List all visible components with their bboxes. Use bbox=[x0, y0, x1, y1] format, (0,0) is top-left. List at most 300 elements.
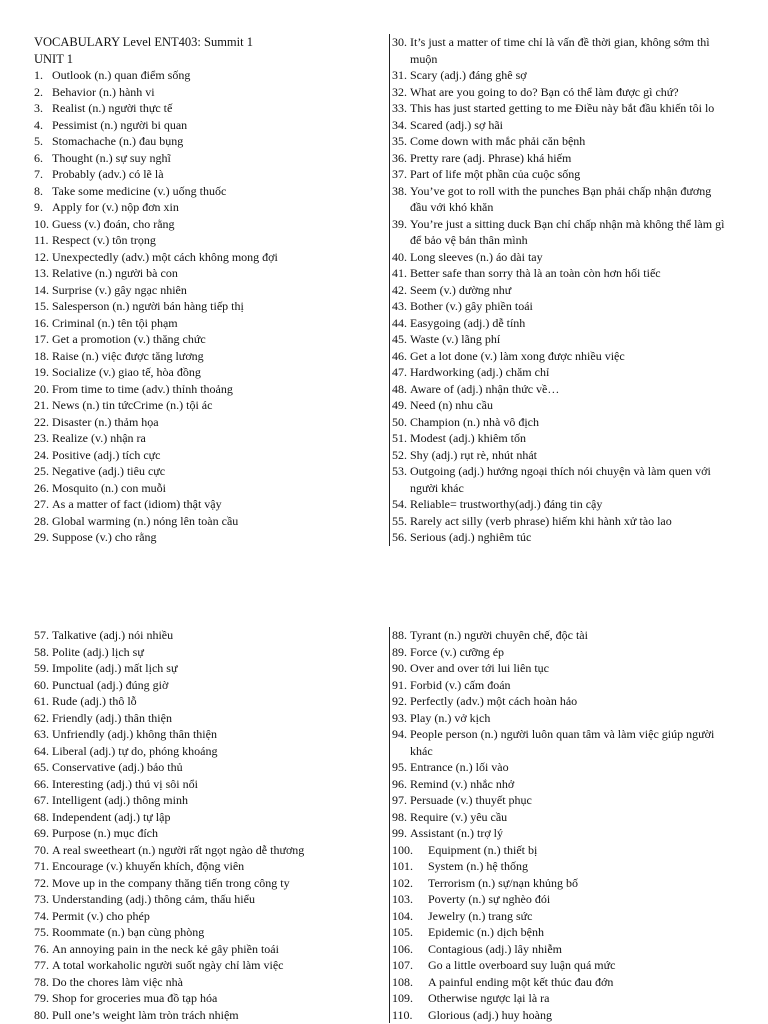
vocab-text: Force (v.) cưỡng ép bbox=[410, 644, 505, 659]
vocab-number: 22. bbox=[34, 414, 49, 429]
vocab-item bbox=[392, 858, 768, 875]
vocab-item bbox=[34, 990, 374, 1007]
right-column-bottom bbox=[389, 627, 768, 1023]
vocab-item bbox=[34, 117, 374, 134]
vocab-number: 12. bbox=[34, 249, 49, 264]
vocab-text: Assistant (n.) trợ lý bbox=[410, 826, 504, 840]
vocab-list-88-110 bbox=[392, 627, 768, 1023]
vocab-number: 56. bbox=[392, 530, 407, 544]
vocab-text: Liberal (adj.) tự do, phóng khoáng bbox=[52, 743, 218, 758]
vocab-number: 27. bbox=[34, 497, 49, 511]
vocab-item bbox=[34, 150, 374, 167]
vocab-item bbox=[34, 627, 374, 644]
vocab-number: 36. bbox=[392, 150, 407, 165]
vocab-number: 65. bbox=[34, 760, 49, 774]
vocab-number: 101. bbox=[392, 859, 413, 873]
vocab-text: Rude (adj.) thô lỗ bbox=[52, 694, 137, 708]
vocab-item bbox=[34, 480, 374, 497]
vocab-number: 42. bbox=[392, 282, 407, 297]
vocab-item bbox=[392, 891, 768, 908]
vocab-number: 53. bbox=[392, 464, 407, 478]
vocab-text: Independent (adj.) tự lập bbox=[52, 809, 171, 824]
vocab-number: 46. bbox=[392, 348, 407, 363]
vocab-item bbox=[34, 315, 374, 332]
vocab-text: Thought (n.) sự suy nghĩ bbox=[52, 150, 171, 165]
vocab-number: 16. bbox=[34, 315, 49, 330]
vocab-number: 1. bbox=[34, 68, 43, 82]
vocab-number: 6. bbox=[34, 150, 43, 165]
vocab-number: 74. bbox=[34, 908, 49, 923]
vocab-item bbox=[392, 67, 768, 84]
vocab-list-30-56 bbox=[392, 34, 768, 546]
vocab-number: 100. bbox=[392, 842, 413, 857]
vocab-item bbox=[392, 381, 768, 398]
vocab-number: 79. bbox=[34, 991, 49, 1005]
vocab-number: 75. bbox=[34, 925, 49, 939]
vocab-text: Long sleeves (n.) áo dài tay bbox=[410, 249, 543, 264]
vocab-text: Permit (v.) cho phép bbox=[52, 908, 150, 923]
vocab-item bbox=[34, 529, 374, 546]
vocab-item bbox=[34, 875, 374, 892]
vocab-text: Bother (v.) gây phiền toái bbox=[410, 299, 533, 313]
vocab-number: 38. bbox=[392, 183, 407, 198]
vocab-text: News (n.) tin tứcCrime (n.) tội ác bbox=[52, 398, 213, 412]
vocab-text: Relative (n.) người bà con bbox=[52, 266, 178, 280]
vocab-number: 106. bbox=[392, 941, 413, 956]
vocab-number: 64. bbox=[34, 743, 49, 758]
vocab-text: Require (v.) yêu cầu bbox=[410, 809, 508, 824]
vocab-item bbox=[34, 776, 374, 793]
vocab-number: 37. bbox=[392, 167, 407, 181]
vocab-number: 2. bbox=[34, 84, 43, 99]
vocab-text: Remind (v.) nhắc nhở bbox=[410, 776, 515, 791]
vocab-item bbox=[34, 644, 374, 661]
vocab-item bbox=[392, 875, 768, 892]
vocab-number: 105. bbox=[392, 925, 413, 939]
vocab-text: Come down with mắc phải căn bệnh bbox=[410, 134, 586, 148]
vocab-number: 50. bbox=[392, 414, 407, 429]
vocab-number: 47. bbox=[392, 365, 407, 379]
vocab-number: 70. bbox=[34, 842, 49, 857]
vocab-item bbox=[392, 100, 768, 117]
vocab-text: Apply for (v.) nộp đơn xin bbox=[52, 200, 179, 214]
vocab-text: Encourage (v.) khuyến khích, động viên bbox=[52, 859, 245, 873]
vocab-item bbox=[34, 183, 374, 200]
vocab-item bbox=[392, 84, 768, 101]
vocab-text: Interesting (adj.) thú vị sôi nổi bbox=[52, 776, 198, 791]
vocab-text: You’re just a sitting duck Bạn chỉ chấp nhận mà không thể làm gì bbox=[410, 216, 725, 231]
vocab-item bbox=[392, 183, 768, 200]
vocab-text: A total workaholic người suốt ngày chỉ làm việc bbox=[52, 958, 284, 972]
vocab-text: Over and over tới lui liên tục bbox=[410, 661, 549, 675]
vocab-item bbox=[392, 397, 768, 414]
vocab-item bbox=[392, 166, 768, 183]
vocab-list-57-80 bbox=[34, 627, 374, 1023]
vocab-item bbox=[34, 693, 374, 710]
vocab-item bbox=[392, 414, 768, 431]
vocab-number: 8. bbox=[34, 183, 43, 198]
vocab-text: Do the chores làm việc nhà bbox=[52, 974, 183, 989]
vocab-item bbox=[392, 463, 768, 480]
vocab-item bbox=[392, 908, 768, 925]
vocab-item bbox=[392, 990, 768, 1007]
vocab-item bbox=[34, 974, 374, 991]
vocab-number: 59. bbox=[34, 661, 49, 675]
vocab-item bbox=[392, 529, 768, 546]
vocab-text: Stomachache (n.) đau bụng bbox=[52, 134, 184, 148]
vocab-number: 44. bbox=[392, 315, 407, 330]
unit-heading: UNIT 1 bbox=[34, 51, 74, 66]
vocab-number: 4. bbox=[34, 117, 43, 132]
vocab-text: Epidemic (n.) dịch bệnh bbox=[428, 925, 544, 939]
vocab-number: 41. bbox=[392, 266, 407, 280]
vocab-text: Punctual (adj.) đúng giờ bbox=[52, 677, 169, 692]
vocab-text: People person (n.) người luôn quan tâm và làm việc giúp người bbox=[410, 727, 715, 741]
vocab-number: 31. bbox=[392, 68, 407, 82]
vocab-item bbox=[34, 858, 374, 875]
vocab-text: Conservative (adj.) bảo thủ bbox=[52, 760, 183, 774]
vocab-item bbox=[392, 249, 768, 266]
vocab-text: A real sweetheart (n.) người rất ngọt ngào dễ thương bbox=[52, 842, 305, 857]
vocab-item bbox=[34, 282, 374, 299]
vocab-number: 20. bbox=[34, 381, 49, 396]
vocab-text: Respect (v.) tôn trọng bbox=[52, 233, 156, 247]
vocab-text: Get a lot done (v.) làm xong được nhiều việc bbox=[410, 348, 625, 363]
vocab-item bbox=[392, 348, 768, 365]
vocab-text: Behavior (n.) hành vi bbox=[52, 84, 155, 99]
vocab-text: Probably (adv.) có lẽ là bbox=[52, 167, 164, 181]
vocab-number: 52. bbox=[392, 447, 407, 462]
vocab-number: 15. bbox=[34, 299, 49, 313]
vocab-text: Waste (v.) lãng phí bbox=[410, 332, 501, 346]
vocab-item bbox=[34, 265, 374, 282]
vocab-number: 23. bbox=[34, 431, 49, 445]
vocab-item bbox=[34, 941, 374, 958]
vocab-item bbox=[34, 842, 374, 859]
vocab-number: 96. bbox=[392, 776, 407, 791]
vocab-item bbox=[34, 726, 374, 743]
vocab-item bbox=[392, 842, 768, 859]
vocab-item bbox=[392, 117, 768, 134]
vocab-item bbox=[34, 331, 374, 348]
vocab-number: 73. bbox=[34, 892, 49, 906]
vocab-text: Reliable= trustworthy(adj.) đáng tin cậy bbox=[410, 497, 603, 511]
vocab-text: Criminal (n.) tên tội phạm bbox=[52, 315, 178, 330]
vocab-number: 10. bbox=[34, 216, 49, 231]
vocab-continuation: khác bbox=[410, 743, 433, 758]
vocab-text: Pretty rare (adj. Phrase) khá hiếm bbox=[410, 150, 572, 165]
vocab-text: Move up in the company thăng tiến trong công ty bbox=[52, 875, 290, 890]
vocab-number: 91. bbox=[392, 677, 407, 692]
vocab-text: Hardworking (adj.) chăm chỉ bbox=[410, 365, 550, 379]
vocab-item bbox=[34, 199, 374, 216]
vocab-text: Raise (n.) việc được tăng lương bbox=[52, 348, 204, 363]
vocab-item bbox=[34, 908, 374, 925]
vocab-item bbox=[392, 677, 768, 694]
vocab-number: 55. bbox=[392, 513, 407, 528]
vocab-text: Roommate (n.) bạn cùng phòng bbox=[52, 925, 205, 939]
vocab-item bbox=[392, 34, 768, 51]
vocab-item bbox=[392, 644, 768, 661]
vocab-item bbox=[34, 743, 374, 760]
vocab-number: 18. bbox=[34, 348, 49, 363]
vocab-number: 92. bbox=[392, 694, 407, 708]
vocab-number: 69. bbox=[34, 826, 49, 840]
vocab-text: Rarely act silly (verb phrase) hiếm khi hành xử tào lao bbox=[410, 513, 672, 528]
vocab-text: Champion (n.) nhà vô địch bbox=[410, 414, 539, 429]
vocab-item bbox=[392, 315, 768, 332]
vocab-text: Take some medicine (v.) uống thuốc bbox=[52, 183, 227, 198]
vocab-item bbox=[392, 216, 768, 233]
vocab-item bbox=[34, 430, 374, 447]
vocab-item bbox=[34, 759, 374, 776]
vocab-text: Need (n) nhu cầu bbox=[410, 398, 493, 412]
vocab-item bbox=[34, 298, 374, 315]
vocab-item bbox=[392, 133, 768, 150]
vocab-number: 14. bbox=[34, 282, 49, 297]
vocab-text: Aware of (adj.) nhận thức về… bbox=[410, 381, 560, 396]
vocab-item bbox=[392, 776, 768, 793]
vocab-text: An annoying pain in the neck kẻ gây phiền toái bbox=[52, 941, 279, 956]
vocab-text: Tyrant (n.) người chuyên chế, độc tài bbox=[410, 628, 588, 642]
vocab-item bbox=[34, 957, 374, 974]
vocab-number: 45. bbox=[392, 332, 407, 346]
vocab-text: Realize (v.) nhận ra bbox=[52, 431, 146, 445]
vocab-text: Polite (adj.) lịch sự bbox=[52, 644, 144, 659]
vocab-item bbox=[392, 726, 768, 743]
vocab-item bbox=[34, 216, 374, 233]
vocab-number: 80. bbox=[34, 1007, 49, 1022]
vocab-text: What are you going to do? Bạn có thể làm được gì chứ? bbox=[410, 84, 679, 99]
vocab-item bbox=[34, 133, 374, 150]
vocab-text: Mosquito (n.) con muỗi bbox=[52, 480, 166, 495]
vocab-number: 107. bbox=[392, 958, 413, 972]
vocab-text: From time to time (adv.) thỉnh thoảng bbox=[52, 381, 233, 396]
vocab-text: Perfectly (adv.) một cách hoàn hảo bbox=[410, 694, 578, 708]
vocab-item bbox=[34, 809, 374, 826]
vocab-number: 39. bbox=[392, 216, 407, 231]
vocab-number: 71. bbox=[34, 859, 49, 873]
vocab-item bbox=[392, 331, 768, 348]
vocab-item bbox=[392, 792, 768, 809]
vocab-number: 29. bbox=[34, 530, 49, 544]
vocab-text: Forbid (v.) cấm đoán bbox=[410, 677, 511, 692]
vocab-number: 17. bbox=[34, 332, 49, 346]
vocab-number: 104. bbox=[392, 908, 413, 923]
vocab-number: 33. bbox=[392, 101, 407, 115]
left-column-bottom bbox=[34, 627, 374, 1023]
vocab-text: Entrance (n.) lối vào bbox=[410, 760, 509, 774]
vocab-item bbox=[392, 941, 768, 958]
vocab-text: Negative (adj.) tiêu cực bbox=[52, 464, 166, 478]
vocab-item bbox=[34, 249, 374, 266]
vocab-item bbox=[392, 974, 768, 991]
vocab-continuation: để bảo vệ bản thân mình bbox=[410, 233, 528, 247]
vocab-item bbox=[392, 364, 768, 381]
vocab-number: 24. bbox=[34, 447, 49, 462]
vocab-item bbox=[392, 265, 768, 282]
vocab-item bbox=[34, 792, 374, 809]
vocab-item bbox=[392, 627, 768, 644]
vocab-text: Part of life một phần của cuộc sống bbox=[410, 167, 581, 181]
vocab-number: 68. bbox=[34, 809, 49, 824]
vocab-number: 63. bbox=[34, 727, 49, 741]
vocab-number: 72. bbox=[34, 875, 49, 890]
vocab-item bbox=[392, 298, 768, 315]
vocab-text: Equipment (n.) thiết bị bbox=[428, 842, 538, 857]
vocab-number: 49. bbox=[392, 398, 407, 412]
vocab-item bbox=[392, 447, 768, 464]
vocab-text: Get a promotion (v.) thăng chức bbox=[52, 332, 206, 346]
vocab-item bbox=[34, 67, 374, 84]
vocab-text: A painful ending một kết thúc đau đớn bbox=[428, 974, 614, 989]
vocab-number: 66. bbox=[34, 776, 49, 791]
vocab-number: 5. bbox=[34, 134, 43, 148]
vocab-number: 67. bbox=[34, 793, 49, 807]
vocab-text: Global warming (n.) nóng lên toàn cầu bbox=[52, 513, 239, 528]
vocab-item bbox=[392, 282, 768, 299]
vocab-number: 77. bbox=[34, 958, 49, 972]
vocab-number: 61. bbox=[34, 694, 49, 708]
vocab-continuation: muộn bbox=[410, 51, 438, 66]
vocab-number: 21. bbox=[34, 398, 49, 412]
vocab-number: 88. bbox=[392, 628, 407, 642]
vocab-number: 7. bbox=[34, 167, 43, 181]
vocab-item bbox=[34, 232, 374, 249]
vocab-number: 32. bbox=[392, 84, 407, 99]
vocab-item bbox=[392, 430, 768, 447]
vocab-number: 108. bbox=[392, 974, 413, 989]
vocab-number: 54. bbox=[392, 497, 407, 511]
vocab-text: Shop for groceries mua đồ tạp hóa bbox=[52, 991, 218, 1005]
vocab-text: Scared (adj.) sợ hãi bbox=[410, 117, 503, 132]
vocab-item bbox=[34, 447, 374, 464]
vocab-text: Easygoing (adj.) dễ tính bbox=[410, 315, 526, 330]
vocab-text: Contagious (adj.) lây nhiễm bbox=[428, 941, 562, 956]
vocab-text: Surprise (v.) gây ngạc nhiên bbox=[52, 282, 187, 297]
vocab-text: System (n.) hệ thống bbox=[428, 859, 528, 873]
vocab-text: Seem (v.) dường như bbox=[410, 282, 512, 297]
vocab-item bbox=[34, 513, 374, 530]
vocab-item bbox=[34, 414, 374, 431]
vocab-text: Shy (adj.) rụt rè, nhút nhát bbox=[410, 447, 537, 462]
vocab-text: Guess (v.) đoán, cho rằng bbox=[52, 216, 175, 231]
vocab-number: 51. bbox=[392, 431, 407, 445]
vocab-number: 89. bbox=[392, 644, 407, 659]
vocab-number: 97. bbox=[392, 793, 407, 807]
vocab-item bbox=[34, 381, 374, 398]
vocab-text: Salesperson (n.) người bán hàng tiếp thị bbox=[52, 299, 244, 313]
vocab-number: 9. bbox=[34, 200, 43, 214]
vocab-text: It’s just a matter of time chỉ là vấn đề thời gian, không sớm thì bbox=[410, 35, 710, 49]
vocab-text: Unfriendly (adj.) không thân thiện bbox=[52, 727, 217, 741]
vocab-number: 110. bbox=[392, 1007, 413, 1022]
vocab-number: 90. bbox=[392, 661, 407, 675]
vocab-item bbox=[34, 1007, 374, 1024]
document-title: VOCABULARY Level ENT403: Summit 1 bbox=[34, 35, 253, 49]
vocab-item bbox=[392, 809, 768, 826]
vocab-item bbox=[34, 710, 374, 727]
vocab-item bbox=[392, 957, 768, 974]
vocab-item bbox=[392, 660, 768, 677]
vocab-item bbox=[392, 150, 768, 167]
vocab-number: 102. bbox=[392, 875, 413, 890]
vocab-number: 98. bbox=[392, 809, 407, 824]
vocab-number: 28. bbox=[34, 513, 49, 528]
vocab-item bbox=[34, 166, 374, 183]
vocab-number: 103. bbox=[392, 892, 413, 906]
vocab-text: Impolite (adj.) mất lịch sự bbox=[52, 661, 178, 675]
vocab-text: Friendly (adj.) thân thiện bbox=[52, 710, 172, 725]
vocab-text: As a matter of fact (idiom) thật vậy bbox=[52, 497, 222, 511]
vocab-number: 26. bbox=[34, 480, 49, 495]
vocab-text: Glorious (adj.) huy hoàng bbox=[428, 1007, 552, 1022]
vocab-text: Understanding (adj.) thông cảm, thấu hiểu bbox=[52, 892, 255, 906]
vocab-item bbox=[34, 677, 374, 694]
vocab-number: 34. bbox=[392, 117, 407, 132]
vocab-text: Socialize (v.) giao tế, hòa đồng bbox=[52, 365, 201, 379]
vocab-text: Pull one’s weight làm tròn trách nhiệm bbox=[52, 1007, 239, 1022]
vocab-number: 19. bbox=[34, 365, 49, 379]
vocab-number: 43. bbox=[392, 299, 407, 313]
vocab-item bbox=[34, 364, 374, 381]
vocab-number: 11. bbox=[34, 233, 49, 247]
vocab-item bbox=[34, 825, 374, 842]
vocab-number: 30. bbox=[392, 35, 407, 49]
vocab-item bbox=[392, 759, 768, 776]
left-column-top bbox=[34, 34, 374, 546]
vocab-text: Jewelry (n.) trang sức bbox=[428, 908, 533, 923]
vocab-text: Realist (n.) người thực tế bbox=[52, 101, 173, 115]
vocab-text: Positive (adj.) tích cực bbox=[52, 447, 161, 462]
vocab-item bbox=[34, 348, 374, 365]
vocab-item bbox=[392, 1007, 768, 1024]
vocab-text: Modest (adj.) khiêm tốn bbox=[410, 431, 526, 445]
vocab-item bbox=[34, 100, 374, 117]
vocab-text: Outlook (n.) quan điểm sống bbox=[52, 68, 191, 82]
vocab-number: 99. bbox=[392, 826, 407, 840]
vocab-item bbox=[392, 496, 768, 513]
vocab-number: 109. bbox=[392, 991, 413, 1005]
vocab-item bbox=[392, 710, 768, 727]
vocab-number: 58. bbox=[34, 644, 49, 659]
vocab-number: 35. bbox=[392, 134, 407, 148]
vocab-number: 60. bbox=[34, 677, 49, 692]
vocab-item bbox=[392, 825, 768, 842]
vocab-text: Scary (adj.) đáng ghê sợ bbox=[410, 68, 527, 82]
vocab-text: You’ve got to roll with the punches Bạn phải chấp nhận đương bbox=[410, 183, 712, 198]
vocab-item bbox=[34, 84, 374, 101]
vocab-text: Otherwise ngược lại là ra bbox=[428, 991, 550, 1005]
vocab-number: 93. bbox=[392, 710, 407, 725]
vocab-item bbox=[34, 397, 374, 414]
vocab-number: 13. bbox=[34, 266, 49, 280]
vocab-list-1-29 bbox=[34, 67, 374, 546]
vocab-item bbox=[34, 660, 374, 677]
vocab-text: Purpose (n.) mục đích bbox=[52, 826, 158, 840]
vocab-item bbox=[34, 924, 374, 941]
vocab-item bbox=[34, 496, 374, 513]
vocab-text: Unexpectedly (adv.) một cách không mong đợi bbox=[52, 249, 278, 264]
vocab-text: Go a little overboard suy luận quá mức bbox=[428, 958, 616, 972]
vocab-continuation: người khác bbox=[410, 480, 464, 495]
vocab-number: 62. bbox=[34, 710, 49, 725]
vocab-text: Play (n.) vở kịch bbox=[410, 710, 491, 725]
vocab-text: Pessimist (n.) người bi quan bbox=[52, 117, 188, 132]
vocab-text: Disaster (n.) thảm họa bbox=[52, 414, 159, 429]
vocab-text: Persuade (v.) thuyết phục bbox=[410, 793, 532, 807]
vocab-number: 40. bbox=[392, 249, 407, 264]
